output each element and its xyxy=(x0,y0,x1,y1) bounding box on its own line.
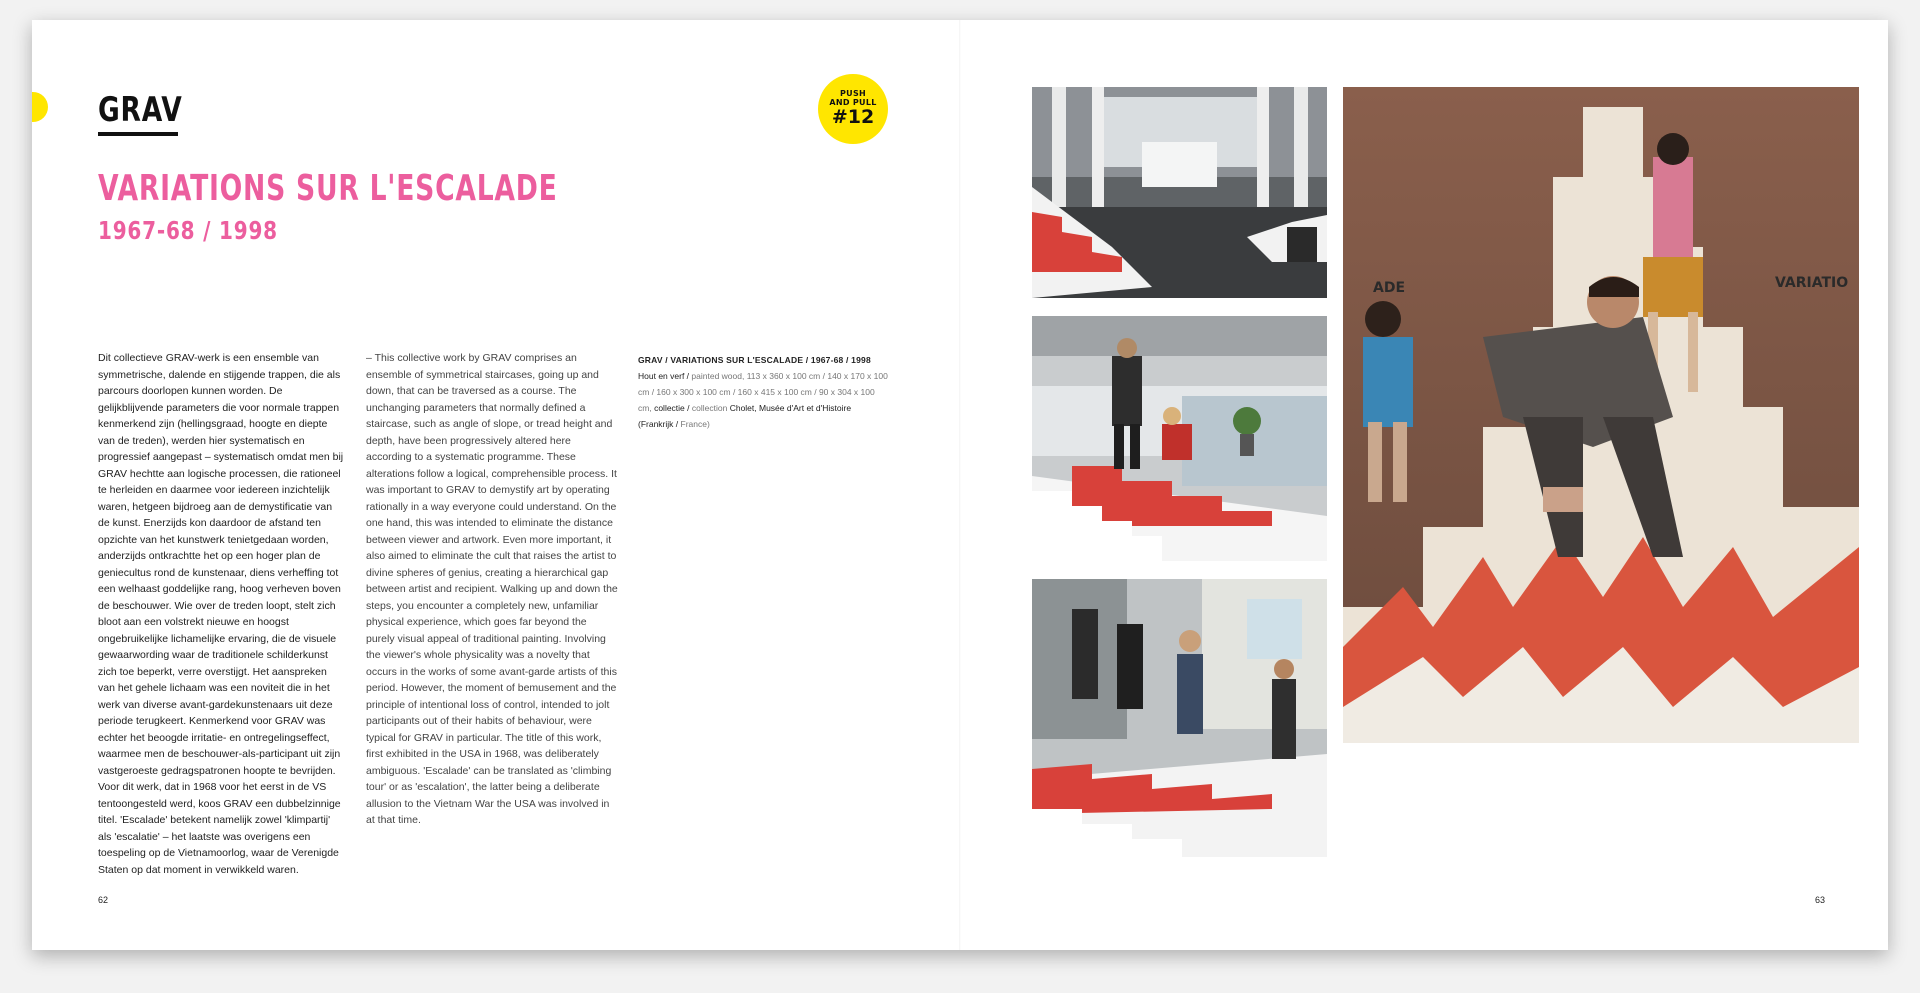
page-gutter xyxy=(959,20,961,950)
photo-vintage-escalade xyxy=(1343,87,1859,743)
caption-country-en: France) xyxy=(680,419,710,429)
artist-name: GRAV xyxy=(98,90,183,130)
caption-dimensions: , 113 x 360 x 100 cm / 140 x 170 x 100 cm / 160 x 300 x 100 cm / 160 x 415 x 100 cm / 90 x 304 x 100 cm, xyxy=(638,371,888,413)
photo-sign-left: ADE xyxy=(1373,280,1406,296)
artwork-dates: 1967-68 / 1998 xyxy=(98,216,278,245)
photo-group-on-stairs xyxy=(1032,579,1327,857)
artwork-caption xyxy=(638,352,888,432)
body-text-english: – This collective work by GRAV comprises an ensemble of symmetrical staircases, going up and down, that can be traversed as a course. The unchanging parameters that normally defined a staircase, such as angle of slope, or tread height and depth, have been progressively altered here according to a systematic programme. These alterations follow a logical, comprehensible process. It was important to GRAV to demystify art by operating rationally in a way everyone could understand. On the one hand, this was intended to eliminate the distance between viewer and artwork. Even more important, it also aimed to eliminate the cult that raises the artist to divine spheres of genius, creating a hierarchical gap between artist and recipient. Walking up and down the steps, you encounter a completely new, unfamiliar physical experience, which goes far beyond the purely visual appeal of traditional painting. Involving the viewer's whole physicality was a novelty that occurs in the works of some avant-garde artists of this period. However, the moment of bemusement and the principle of intentional loss of control, intended to jolt participants out of their habits of behaviour, were typical for GRAV in particular. The title of this work, first exhibited in the USA in 1968, was deliberately ambiguous. 'Escalade' can be translated as 'climbing tour' or as 'escalation', the latter being a deliberate allusion to the Vietnam War the USA was involved in at that time. xyxy=(366,352,618,826)
artwork-title: VARIATIONS SUR L'ESCALADE xyxy=(98,168,558,209)
photo-museum-hall xyxy=(1032,87,1327,298)
page-number-left: 62 xyxy=(98,895,109,905)
caption-country-nl: (Frankrijk xyxy=(638,419,674,429)
caption-material-nl: Hout en verf xyxy=(638,371,685,381)
caption-material-en: painted wood xyxy=(691,371,742,381)
badge-line-1: PUSH xyxy=(839,89,867,98)
page-number-right: 63 xyxy=(1815,895,1826,905)
yellow-dot-marker xyxy=(32,92,48,122)
push-and-pull-badge xyxy=(818,74,888,144)
photo-visitors-climbing xyxy=(1032,316,1327,561)
caption-collection-en: collection xyxy=(691,403,728,413)
badge-number: #12 xyxy=(831,106,875,128)
caption-collection-name: Cholet, Musée d'Art et d'Histoire xyxy=(729,403,852,413)
photo-sign-right: VARIATIO xyxy=(1775,275,1849,291)
badge-line-2: AND PULL xyxy=(829,98,877,107)
artist-underline xyxy=(98,132,178,136)
caption-collection-nl: collectie xyxy=(654,403,685,413)
caption-heading: GRAV / VARIATIONS SUR L'ESCALADE / 1967-68 / 1998 xyxy=(638,355,871,365)
caption-details: Hout en verf / painted wood, 113 x 360 x 100 cm / 140 x 170 x 100 cm / 160 x 300 x 100 cm / 160 x 415 x 100 cm / 90 x 304 x 100 cm, collectie / collection Cholet, Musée d'Art et d'Histoire (Frankrijk / France) xyxy=(638,371,888,429)
body-text-dutch: Dit collectieve GRAV-werk is een ensemble van symmetrische, dalende en stijgende trappen, die als parcours doorlopen kunnen worden. De gelijkblijvende parameters die voor normale trappen kenmerkend zijn (hellingsgraad, hoogte en diepte van de treden), werden hier systematisch en progressief aangepast – systematisch omdat men bij GRAV hechtte aan logische processen, die rationeel te herleiden en daarmee voor iedereen inzichtelijk waren, hetgeen bijdroeg aan de demystificatie van de kunst. Enerzijds kon daardoor de afstand ten opzichte van het kunstwerk tenietgedaan worden, anderzijds ontkrachtte het op een hoger plan de geniecultus rond de kunstenaar, diens verheffing tot een welhaast goddelijke rang, hoog verheven boven de beschouwer. Wie over de treden loopt, stelt zich bloot aan een volstrekt nieuwe en hoogst ongebruikelijke lichamelijke ervaring, die de visuele gewaarwording waar de traditionele schilderkunst zich toe beperkt, verre overstijgt. Het aanspreken van het gehele lichaam was een noviteit die in het werk van diverse avant-gardekunstenaars uit deze periode terugkeert. Kenmerkend voor GRAV was echter het beoogde irritatie- en ontregelingseffect, waarmee men de beschouwer-als-participant uit zijn vastgeroeste gedragspatronen hoopte te bevrijden. Voor dit werk, dat in 1968 voor het eerst in de VS tentoongesteld werd, koos GRAV een dubbelzinnige titel. 'Escalade' betekent namelijk zowel 'klimpartij' als 'escalatie' – het laatste was overigens een toespeling op de Vietnamoorlog, waar de Verenigde Staten op dat moment in verwikkeld waren. xyxy=(98,352,344,876)
book-spread xyxy=(32,20,1888,950)
